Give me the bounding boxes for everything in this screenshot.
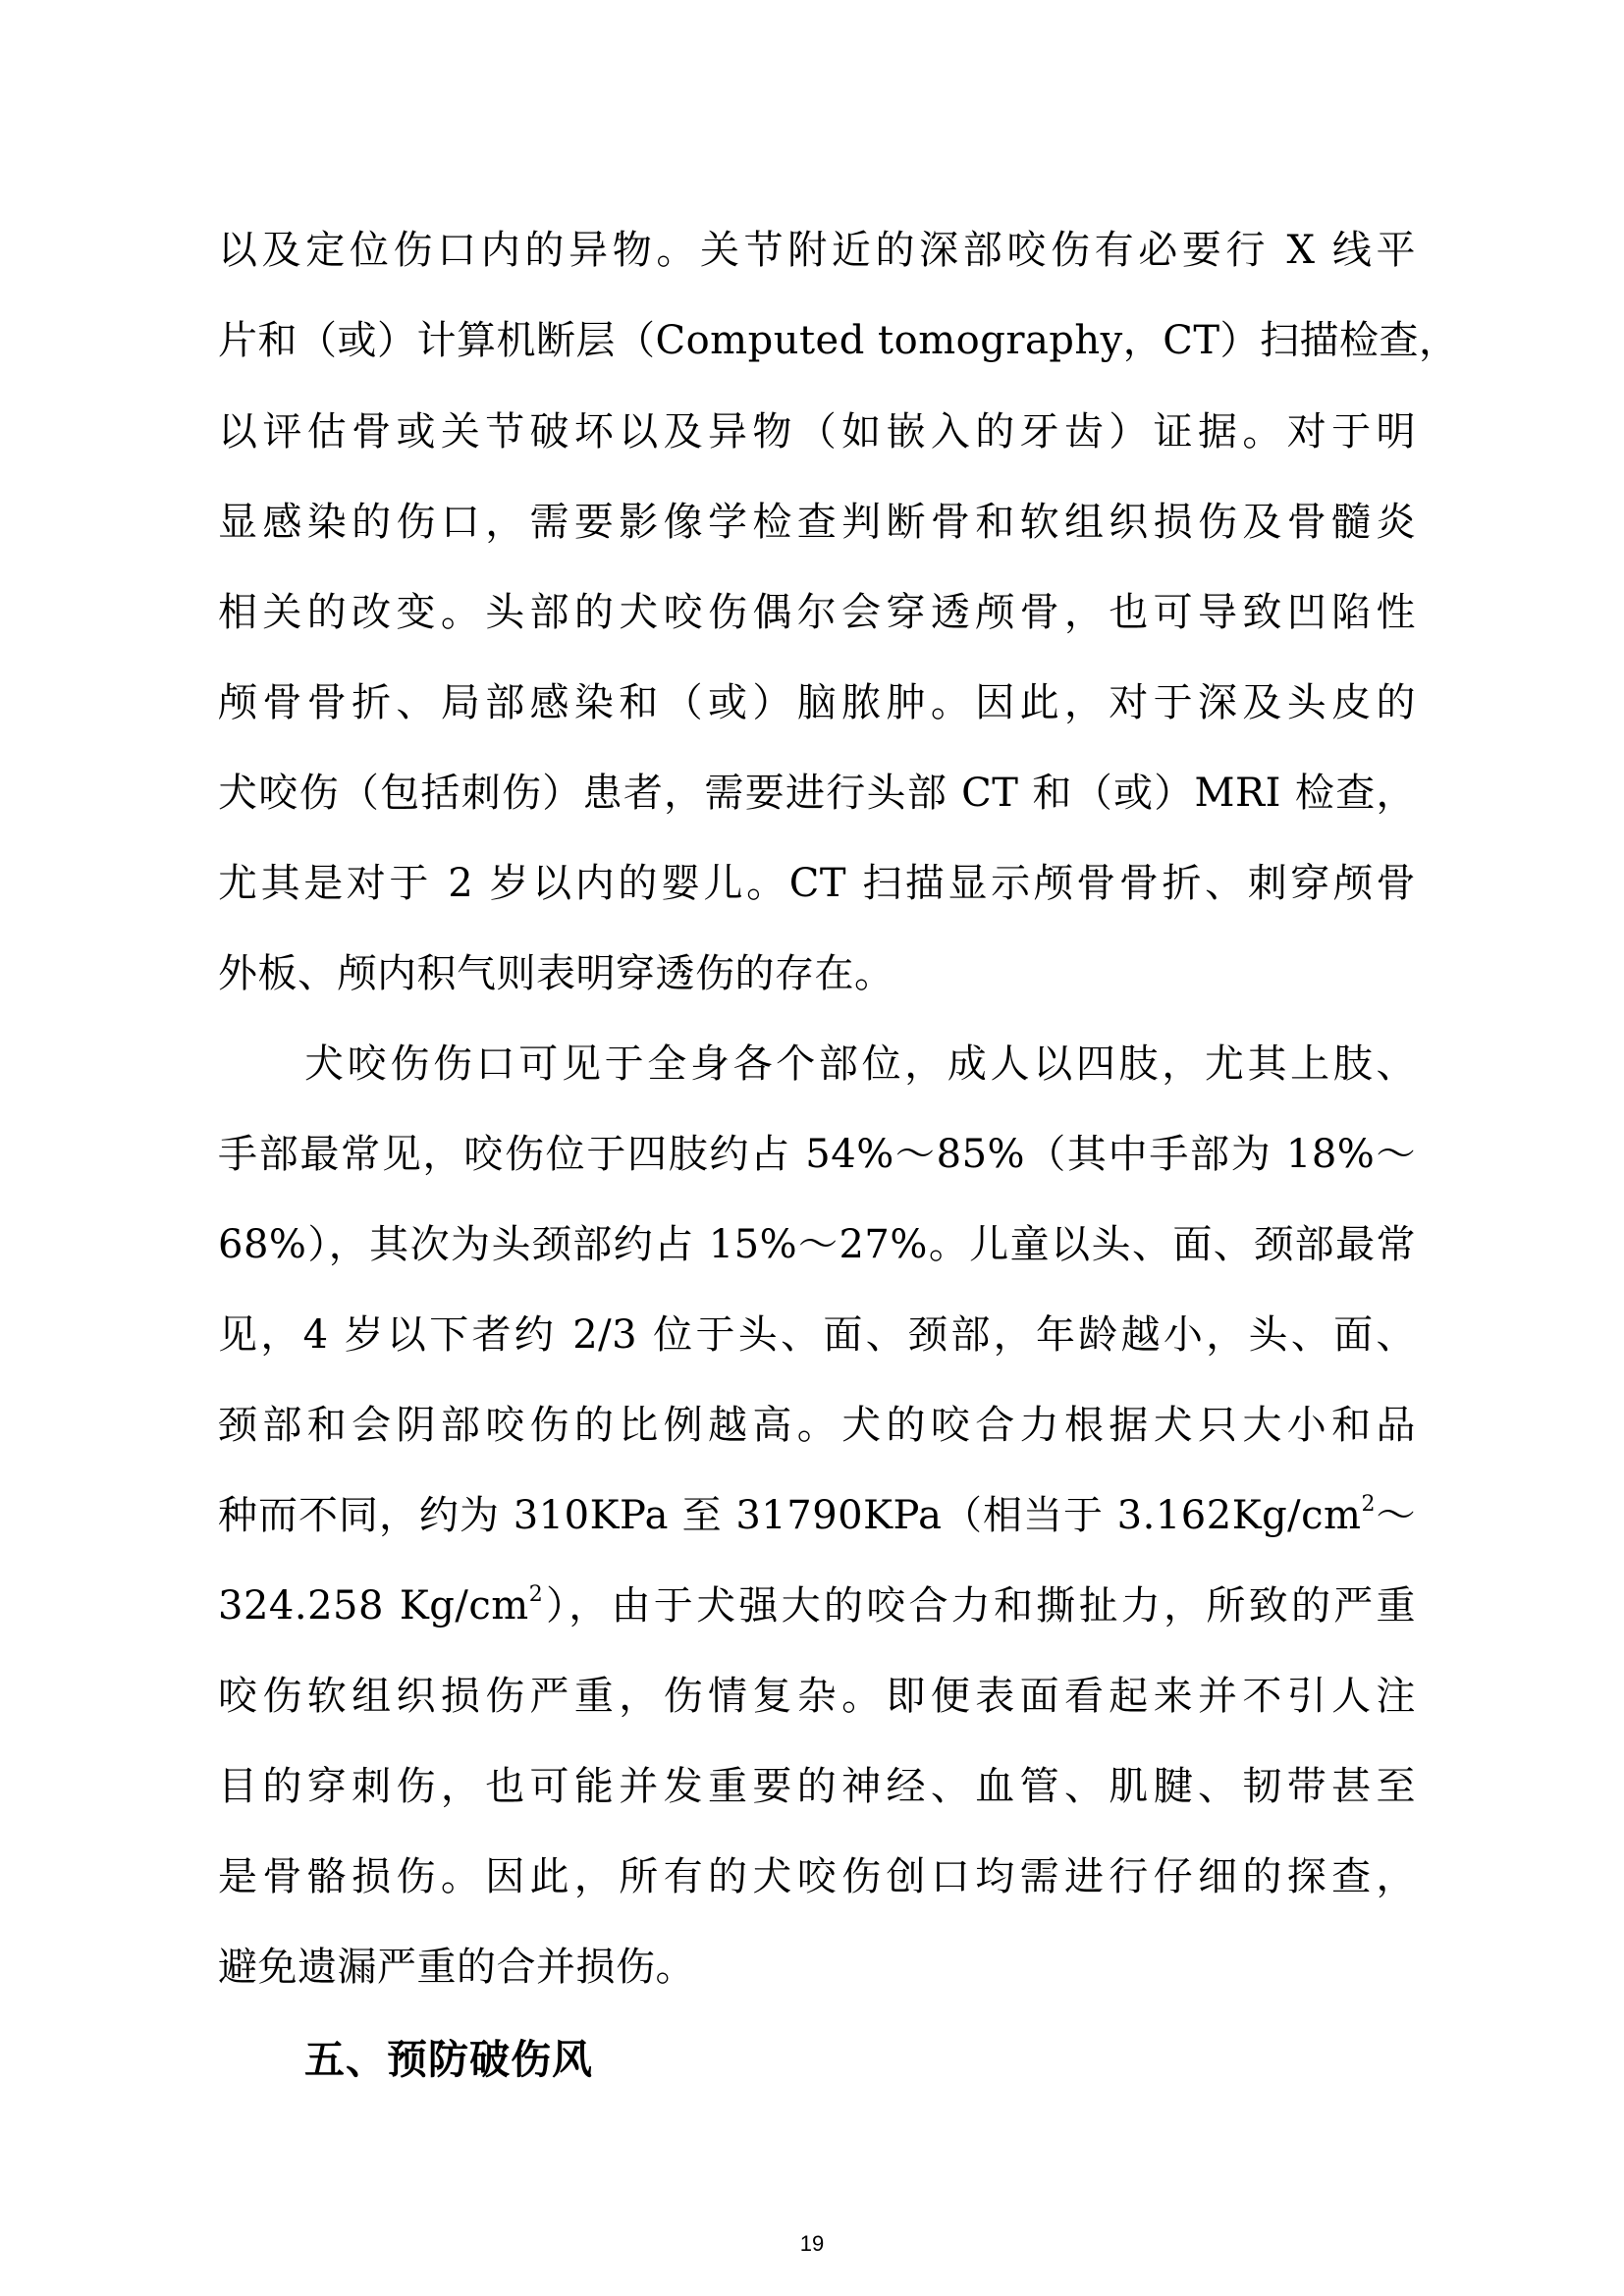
paragraph-2-line-5: 颈部和会阴部咬伤的比例越高。犬的咬合力根据犬只大小和品: [218, 1403, 1416, 1448]
superscript-squared: 2: [528, 1582, 544, 1607]
paragraph-2-line-4: 见，4 岁以下者约 2/3 位于头、面、颈部，年龄越小，头、面、: [218, 1312, 1416, 1358]
paragraph-1-line-2: 片和（或）计算机断层（Computed tomography，CT）扫描检查，: [218, 318, 1459, 363]
page-number: 19: [799, 2231, 825, 2256]
section-heading: 五、预防破伤风: [304, 2036, 593, 2083]
paragraph-2-line-7-text: 324.258 Kg/cm: [218, 1583, 529, 1629]
paragraph-1-line-8: 尤其是对于 2 岁以内的婴儿。CT 扫描显示颅骨骨折、刺穿颅骨: [218, 861, 1416, 906]
paragraph-2-line-2: 手部最常见，咬伤位于四肢约占 54%～85%（其中手部为 18%～: [218, 1132, 1416, 1177]
paragraph-1-line-5: 相关的改变。头部的犬咬伤偶尔会穿透颅骨，也可导致凹陷性: [218, 590, 1416, 635]
paragraph-1-line-4: 显感染的伤口，需要影像学检查判断骨和软组织损伤及骨髓炎: [218, 500, 1416, 545]
superscript-squared: 2: [1361, 1492, 1376, 1517]
paragraph-2-line-1: 犬咬伤伤口可见于全身各个部位，成人以四肢，尤其上肢、: [304, 1041, 1416, 1087]
paragraph-2-line-3: 68%），其次为头颈部约占 15%～27%。儿童以头、面、颈部最常: [218, 1222, 1416, 1267]
paragraph-1-line-9: 外板、颅内积气则表明穿透伤的存在。: [218, 951, 894, 996]
paragraph-2-line-9: 目的穿刺伤，也可能并发重要的神经、血管、肌腱、韧带甚至: [218, 1764, 1416, 1809]
paragraph-2-line-11: 避免遗漏严重的合并损伤。: [218, 1945, 695, 1990]
paragraph-2-line-7-tail: ），由于犬强大的咬合力和撕扯力，所致的严重: [543, 1583, 1417, 1629]
paragraph-1-line-1: 以及定位伤口内的异物。关节附近的深部咬伤有必要行 X 线平: [218, 228, 1416, 273]
paragraph-2-line-6: [218, 1486, 1416, 1545]
paragraph-2-line-7: [218, 1576, 1416, 1635]
paragraph-1-line-3: 以评估骨或关节破坏以及异物（如嵌入的牙齿）证据。对于明: [218, 409, 1416, 454]
paragraph-2-line-6-text: 种而不同，约为 310KPa 至 31790KPa（相当于 3.162Kg/cm: [218, 1493, 1362, 1538]
paragraph-2-line-8: 咬伤软组织损伤严重，伤情复杂。即便表面看起来并不引人注: [218, 1674, 1416, 1719]
paragraph-1-line-6: 颅骨骨折、局部感染和（或）脑脓肿。因此，对于深及头皮的: [218, 680, 1416, 725]
paragraph-2-line-10: 是骨骼损伤。因此，所有的犬咬伤创口均需进行仔细的探查，: [218, 1854, 1416, 1899]
paragraph-1-line-7: 犬咬伤（包括刺伤）患者，需要进行头部 CT 和（或）MRI 检查，: [218, 771, 1416, 816]
paragraph-2-line-6-tail: ～: [1376, 1493, 1417, 1538]
